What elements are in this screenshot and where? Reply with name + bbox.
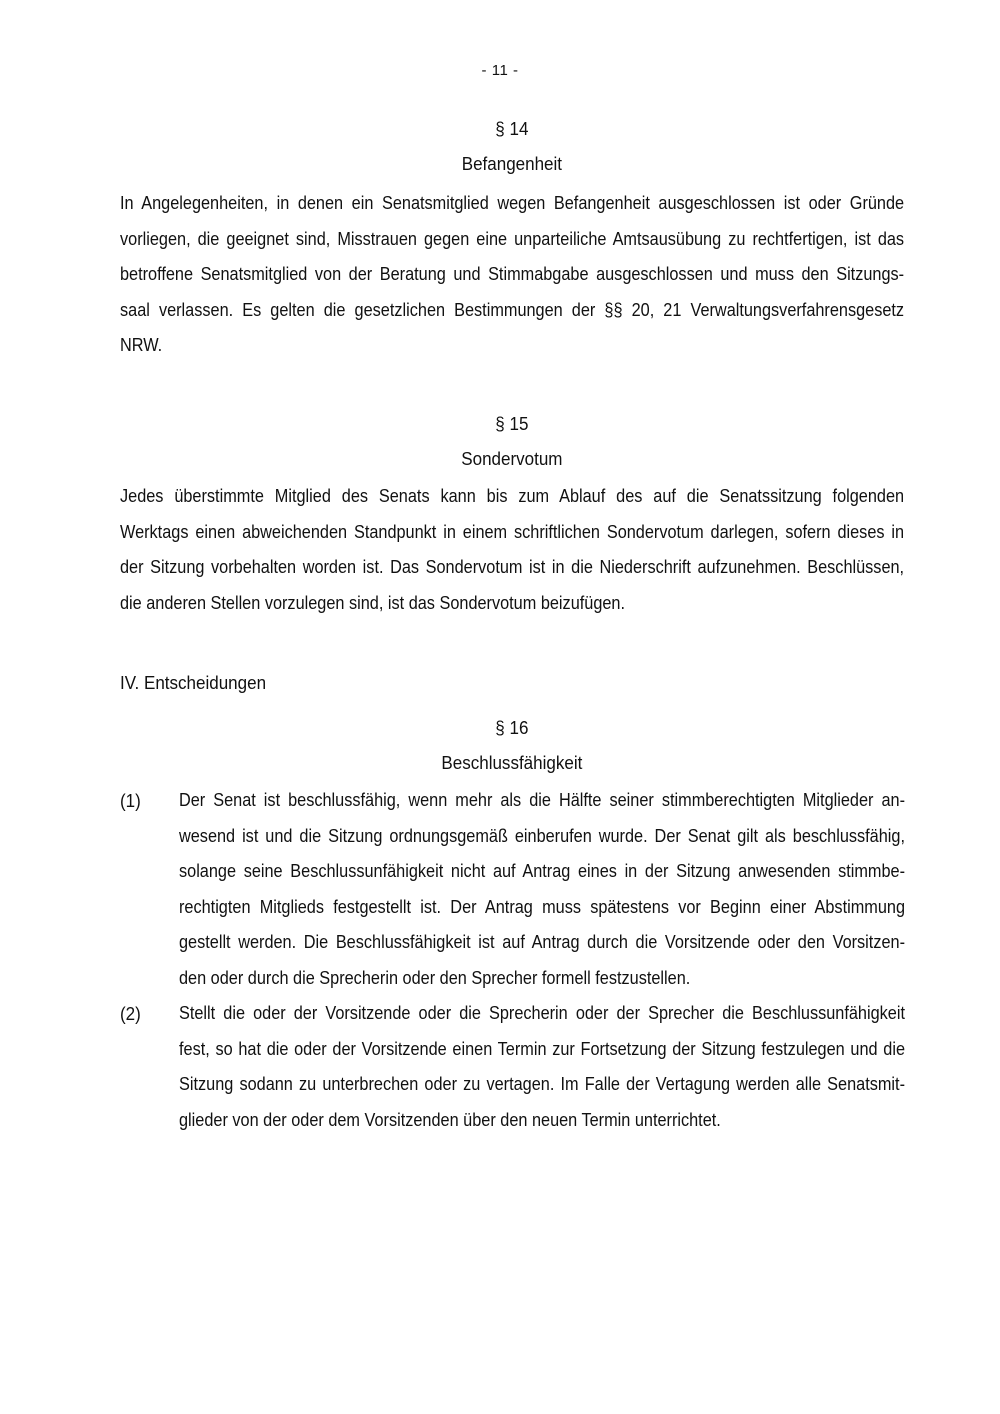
paragraph-line: vorliegen, die geeignet sind, Misstrauen gegen eine unparteiliche Amtsausübung zu rechtfertigen, ist das [120,227,905,249]
section-14-title: Befangenheit [461,153,563,174]
paragraph-line: den oder durch die Sprecherin oder den Sprecher formell festzustellen. [179,966,691,988]
paragraph-line: saal verlassen. Es gelten die gesetzlichen Bestimmungen der §§ 20, 21 Verwaltungsverfahrensgesetz [120,298,905,320]
paragraph-line: fest, so hat die oder der Vorsitzende einen Termin zur Fortsetzung der Sitzung festzulegen und die [179,1037,905,1059]
paragraph-line: der Sitzung vorbehalten worden ist. Das Sondervotum ist in die Niederschrift aufzunehmen. Beschlüssen, [120,556,905,577]
paragraph-line: die anderen Stellen vorzulegen sind, ist das Sondervotum beizufügen. [120,591,626,613]
paragraph-line: In Angelegenheiten, in denen ein Senatsmitglied wegen Befangenheit ausgeschlossen ist oder Gründe [120,192,905,213]
paragraph-line: Stellt die oder der Vorsitzende oder die Sprecherin oder der Sprecher die Beschlussunfähigkeit [179,1002,905,1023]
section-15-title: Sondervotum [461,448,563,469]
paragraph-line: wesend ist und die Sitzung ordnungsgemäß einberufen wurde. Der Senat gilt als beschlussfähig, [179,824,905,846]
item-number: (2) [120,1003,141,1024]
item-1-text [179,782,905,995]
section-15-paragraph [120,478,904,620]
section-16-number: § 16 [495,717,529,738]
paragraph-line: gestellt werden. Die Beschlussfähigkeit ist auf Antrag durch die Vorsitzende oder den Vorsitzen- [179,931,905,952]
paragraph-line: glieder von der oder dem Vorsitzenden über den neuen Termin unterrichtet. [179,1108,721,1130]
section-16-title: Beschlussfähigkeit [441,752,583,773]
section-15-number: § 15 [495,413,529,434]
section-14-paragraph [120,185,904,363]
item-number: (1) [120,790,141,811]
paragraph-line: NRW. [120,334,163,355]
page-number: - 11 - [481,62,519,79]
paragraph-line: Jedes überstimmte Mitglied des Senats kann bis zum Ablauf des auf die Senatssitzung folgenden [120,485,905,506]
paragraph-line: Werktags einen abweichenden Standpunkt in einem schriftlichen Sondervotum darlegen, sofern dieses in [120,520,905,542]
paragraph-line: rechtigten Mitglieds festgestellt ist. Der Antrag muss spätestens vor Beginn einer Abstimmung [179,895,905,917]
paragraph-line: Sitzung sodann zu unterbrechen oder zu vertagen. Im Falle der Vertagung werden alle Senatsmit- [179,1073,905,1094]
paragraph-line: Der Senat ist beschlussfähig, wenn mehr als die Hälfte seiner stimmberechtigten Mitglieder an- [179,789,905,810]
section-14-number: § 14 [495,118,529,139]
item-2-text [179,995,905,1137]
paragraph-line: solange seine Beschlussunfähigkeit nicht auf Antrag eines in der Sitzung anwesenden stimmbe- [179,860,905,881]
chapter-heading: IV. Entscheidungen [120,672,267,693]
paragraph-line: betroffene Senatsmitglied von der Beratung und Stimmabgabe ausgeschlossen und muss den Sitzungs- [120,263,905,284]
